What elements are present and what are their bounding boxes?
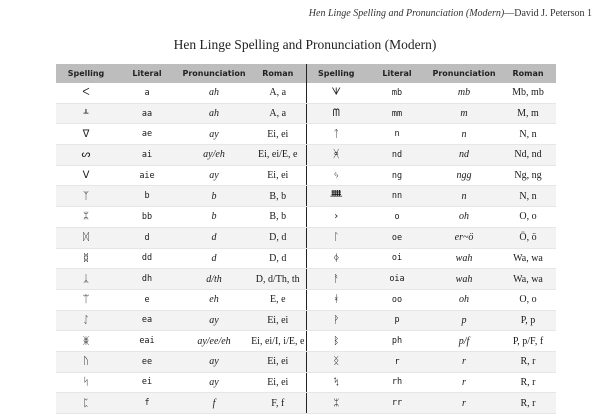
roman-cell: O, o [500, 289, 556, 310]
spelling-glyph: ᛏ [306, 124, 366, 145]
literal-cell: aie [116, 165, 178, 186]
roman-cell: D, d [250, 227, 306, 248]
literal-cell: b [116, 186, 178, 207]
roman-cell: Ei, ei [250, 372, 306, 393]
column-header: Pronunciation [428, 64, 500, 83]
page-title: Hen Linge Spelling and Pronunciation (Modern) [173, 37, 437, 52]
spelling-glyph: ᛝ [306, 351, 366, 372]
literal-cell: dh [116, 269, 178, 290]
pronunciation-cell: mb [428, 83, 500, 103]
literal-cell: mm [366, 103, 428, 124]
spelling-glyph: ᗰ [306, 103, 366, 124]
literal-cell: nd [366, 145, 428, 166]
roman-cell: B, b [250, 207, 306, 228]
roman-cell: N, n [500, 124, 556, 145]
table-header-row [56, 64, 556, 83]
spelling-glyph: ᛚ [306, 227, 366, 248]
roman-cell: Ei, ei [250, 351, 306, 372]
pronunciation-cell: ay [178, 165, 250, 186]
table-row [56, 372, 556, 393]
spelling-glyph: ᐁ [56, 124, 116, 145]
literal-cell: r [366, 351, 428, 372]
roman-cell: D, d [250, 248, 306, 269]
roman-cell: O, o [500, 207, 556, 228]
table-row [56, 103, 556, 124]
spelling-glyph: ᚹ [306, 310, 366, 331]
spelling-glyph: › [306, 207, 366, 228]
pronunciation-cell: m [428, 103, 500, 124]
table-row [56, 393, 556, 414]
pronunciation-cell: oh [428, 207, 500, 228]
roman-cell: Wa, wa [500, 248, 556, 269]
literal-cell: ei [116, 372, 178, 393]
column-header: Pronunciation [178, 64, 250, 83]
spelling-glyph: ᛉ [56, 186, 116, 207]
spelling-glyph: ᛃ [306, 165, 366, 186]
roman-cell: N, n [500, 186, 556, 207]
pronunciation-cell: d/th [178, 269, 250, 290]
literal-cell: oi [366, 248, 428, 269]
pronunciation-cell: f [178, 393, 250, 414]
roman-cell: Ei, ei [250, 124, 306, 145]
table-row [56, 248, 556, 269]
roman-cell: Nd, nd [500, 145, 556, 166]
roman-cell: A, a [250, 103, 306, 124]
pronunciation-cell: b [178, 207, 250, 228]
literal-cell: ea [116, 310, 178, 331]
table-row [56, 207, 556, 228]
pronunciation-cell: oh [428, 289, 500, 310]
pronunciation-cell: n [428, 186, 500, 207]
literal-cell: oo [366, 289, 428, 310]
spelling-glyph: ᛥ [56, 248, 116, 269]
literal-cell: a [116, 83, 178, 103]
column-header: Spelling [56, 64, 116, 83]
spelling-glyph: ᛯ [306, 393, 366, 414]
spelling-glyph: ᚨ [306, 269, 366, 290]
column-header: Roman [250, 64, 306, 83]
pronunciation-cell: n [428, 124, 500, 145]
spelling-glyph: ᚙ [306, 186, 366, 207]
roman-cell: D, d/Th, th [250, 269, 306, 290]
spelling-glyph: ᐯ [56, 165, 116, 186]
spelling-glyph: ᚸ [306, 145, 366, 166]
running-author: —David J. Peterson 1 [504, 8, 592, 19]
column-header: Spelling [306, 64, 366, 83]
pronunciation-cell: ay/eh [178, 145, 250, 166]
table-row [56, 83, 556, 103]
literal-cell: ee [116, 351, 178, 372]
literal-cell: o [366, 207, 428, 228]
literal-cell: aa [116, 103, 178, 124]
literal-cell: rh [366, 372, 428, 393]
roman-cell: Wa, wa [500, 269, 556, 290]
roman-cell: Ei, ei/E, e [250, 145, 306, 166]
pronunciation-cell: ay [178, 351, 250, 372]
roman-cell: P, p/F, f [500, 331, 556, 352]
pronunciation-cell: ay [178, 124, 250, 145]
pronunciation-cell: d [178, 248, 250, 269]
column-header: Literal [116, 64, 178, 83]
literal-cell: p [366, 310, 428, 331]
roman-cell: M, m [500, 103, 556, 124]
pronunciation-cell: ngg [428, 165, 500, 186]
pronunciation-cell: er~ö [428, 227, 500, 248]
spelling-glyph: ᛠ [56, 289, 116, 310]
pronunciation-cell: nd [428, 145, 500, 166]
roman-cell: R, r [500, 351, 556, 372]
spelling-glyph: ᚆ [56, 103, 116, 124]
literal-cell: mb [366, 83, 428, 103]
roman-cell: Ö, ö [500, 227, 556, 248]
table-row [56, 289, 556, 310]
spelling-glyph: ᛤ [56, 331, 116, 352]
column-header: Roman [500, 64, 556, 83]
pronunciation-cell: r [428, 351, 500, 372]
literal-cell: eai [116, 331, 178, 352]
running-title: Hen Linge Spelling and Pronunciation (Modern) [308, 8, 505, 19]
roman-cell: R, r [500, 393, 556, 414]
literal-cell: oia [366, 269, 428, 290]
literal-cell: nn [366, 186, 428, 207]
pronunciation-cell: p [428, 310, 500, 331]
roman-cell: Ei, ei [250, 165, 306, 186]
table-row [56, 145, 556, 166]
spelling-glyph: ᐸ [56, 83, 116, 103]
roman-cell: Ei, ei/I, i/E, e [250, 331, 306, 352]
spelling-glyph: ᛣ [56, 269, 116, 290]
spelling-glyph: ᛯ [56, 207, 116, 228]
table-row [56, 331, 556, 352]
pronunciation-cell: p/f [428, 331, 500, 352]
spelling-glyph: ᛇ [56, 310, 116, 331]
roman-cell: A, a [250, 83, 306, 103]
roman-cell: R, r [500, 372, 556, 393]
table-row [56, 269, 556, 290]
table-row [56, 124, 556, 145]
literal-cell: rr [366, 393, 428, 414]
column-header: Literal [366, 64, 428, 83]
pronunciation-cell: eh [178, 289, 250, 310]
table-row [56, 165, 556, 186]
table-row [56, 351, 556, 372]
pronunciation-cell: r [428, 393, 500, 414]
spelling-glyph: ᚢ [56, 351, 116, 372]
literal-cell: dd [116, 248, 178, 269]
table-row [56, 310, 556, 331]
literal-cell: ae [116, 124, 178, 145]
spelling-glyph: ᚼ [306, 289, 366, 310]
spelling-glyph: ᛋ [56, 372, 116, 393]
roman-cell: E, e [250, 289, 306, 310]
spelling-glyph: ᛈ [56, 393, 116, 414]
spelling-glyph: ᛞ [56, 227, 116, 248]
literal-cell: f [116, 393, 178, 414]
spelling-glyph: ᔕ [56, 145, 116, 166]
pronunciation-cell: wah [428, 269, 500, 290]
literal-cell: ph [366, 331, 428, 352]
literal-cell: oe [366, 227, 428, 248]
roman-cell: F, f [250, 393, 306, 414]
pronunciation-cell: d [178, 227, 250, 248]
pronunciation-cell: b [178, 186, 250, 207]
roman-cell: Ng, ng [500, 165, 556, 186]
pronunciation-cell: r [428, 372, 500, 393]
table-row [56, 186, 556, 207]
literal-cell: bb [116, 207, 178, 228]
spelling-glyph: ᛪ [306, 372, 366, 393]
pronunciation-cell: ay/ee/eh [178, 331, 250, 352]
pronunciation-cell: ay [178, 372, 250, 393]
literal-cell: d [116, 227, 178, 248]
spelling-glyph: ᛄ [306, 248, 366, 269]
table-row [56, 227, 556, 248]
spelling-glyph: ᛒ [306, 331, 366, 352]
literal-cell: n [366, 124, 428, 145]
roman-cell: B, b [250, 186, 306, 207]
roman-cell: Mb, mb [500, 83, 556, 103]
spelling-table [56, 64, 556, 414]
pronunciation-cell: ay [178, 310, 250, 331]
spelling-glyph: ᗐ [306, 83, 366, 103]
literal-cell: ai [116, 145, 178, 166]
literal-cell: ng [366, 165, 428, 186]
pronunciation-cell: wah [428, 248, 500, 269]
roman-cell: Ei, ei [250, 310, 306, 331]
roman-cell: P, p [500, 310, 556, 331]
running-head [309, 8, 592, 19]
pronunciation-cell: ah [178, 83, 250, 103]
literal-cell: e [116, 289, 178, 310]
pronunciation-cell: ah [178, 103, 250, 124]
